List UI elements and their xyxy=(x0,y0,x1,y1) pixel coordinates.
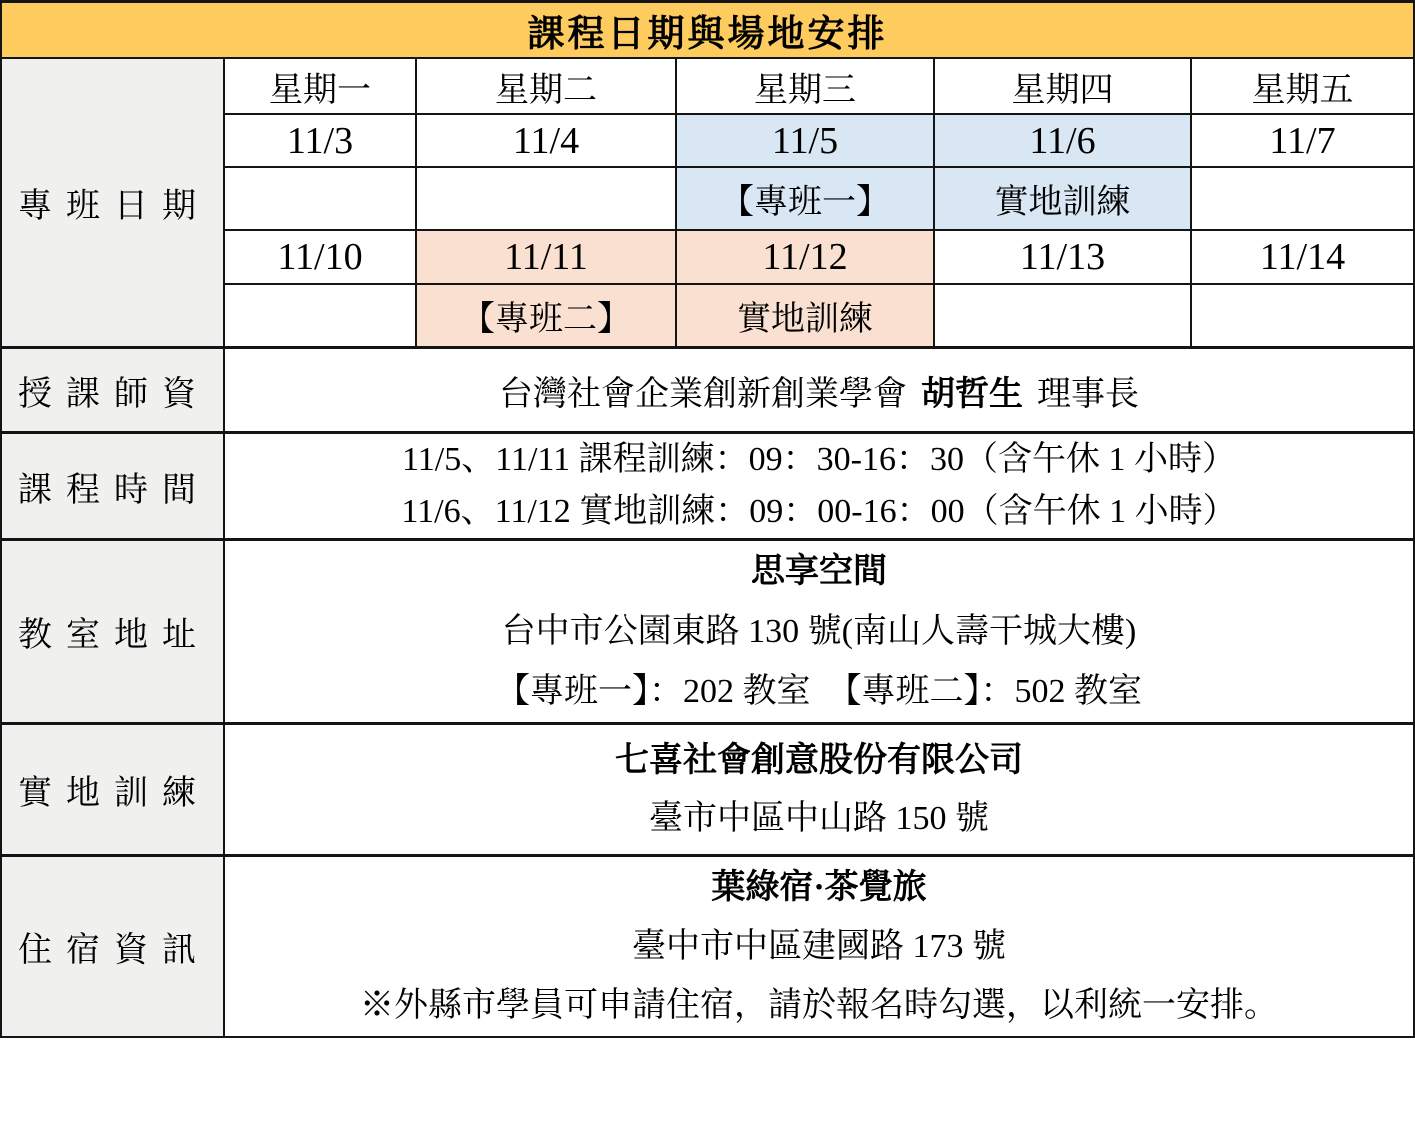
field-training-content xyxy=(225,725,1413,854)
event-cell-empty xyxy=(1190,283,1413,346)
course-time-line2: 11/6、11/12 實地訓練：09：00-16：00（含午休 1 小時） xyxy=(401,493,1237,530)
event-cell-empty xyxy=(225,283,415,346)
instructor-content xyxy=(225,349,1413,431)
row-label-schedule: 專班日期 xyxy=(2,59,225,346)
event-cell-empty xyxy=(225,166,415,229)
classroom-content xyxy=(225,541,1413,722)
row-label-classroom: 教室地址 xyxy=(2,541,225,722)
schedule-section xyxy=(2,59,1413,346)
lodging-hotel-name: 葉綠宿·茶覺旅 xyxy=(711,869,927,906)
event-cell-empty xyxy=(933,283,1190,346)
weekday-header-cell: 星期一 xyxy=(225,59,415,113)
course-time-section xyxy=(2,431,1413,538)
course-time-line1: 11/5、11/11 課程訓練：09：30-16：30（含午休 1 小時） xyxy=(402,441,1236,478)
instructor-title: 理事長 xyxy=(1037,375,1139,413)
weekday-header-cell: 星期四 xyxy=(933,59,1190,113)
date-cell: 11/4 xyxy=(415,113,675,166)
course-time-content xyxy=(225,434,1413,538)
schedule-grid xyxy=(225,59,1413,346)
field-training-address: 臺市中區中山路 150 號 xyxy=(649,799,989,837)
weekday-header-cell: 星期三 xyxy=(675,59,933,113)
row-label-lodging: 住宿資訊 xyxy=(2,857,225,1036)
row-label-field-training: 實地訓練 xyxy=(2,725,225,854)
lodging-section xyxy=(2,854,1413,1036)
classroom-address: 台中市公園東路 130 號(南山人壽干城大樓) xyxy=(501,612,1137,650)
lodging-content xyxy=(225,857,1413,1036)
classroom-venue-name: 思享空間 xyxy=(751,552,887,590)
instructor-name: 胡哲生 xyxy=(921,375,1023,413)
date-cell: 11/14 xyxy=(1190,229,1413,283)
field-training-section xyxy=(2,722,1413,854)
weekday-header-cell: 星期五 xyxy=(1190,59,1413,113)
date-cell-highlight-peach: 11/11 xyxy=(415,229,675,283)
event-cell-field-training: 實地訓練 xyxy=(933,166,1190,229)
field-training-company: 七喜社會創意股份有限公司 xyxy=(615,741,1023,779)
date-cell: 11/3 xyxy=(225,113,415,166)
event-cell-class2: 【專班二】 xyxy=(415,283,675,346)
date-cell-highlight-peach: 11/12 xyxy=(675,229,933,283)
table-title-bar xyxy=(2,3,1413,59)
date-cell: 11/13 xyxy=(933,229,1190,283)
event-cell-field-training: 實地訓練 xyxy=(675,283,933,346)
event-cell-class1: 【專班一】 xyxy=(675,166,933,229)
event-cell-empty xyxy=(415,166,675,229)
table-title: 課程日期與場地安排 xyxy=(527,14,888,55)
lodging-note: ※外縣市學員可申請住宿，請於報名時勾選，以利統一安排。 xyxy=(360,987,1278,1024)
event-cell-empty xyxy=(1190,166,1413,229)
date-cell: 11/7 xyxy=(1190,113,1413,166)
row-label-course-time: 課程時間 xyxy=(2,434,225,538)
instructor-org: 台灣社會企業創新創業學會 xyxy=(499,375,907,413)
classroom-section xyxy=(2,538,1413,722)
row-label-instructor: 授課師資 xyxy=(2,349,225,431)
date-cell-highlight-blue: 11/6 xyxy=(933,113,1190,166)
lodging-address: 臺中市中區建國路 173 號 xyxy=(632,928,1006,965)
instructor-line xyxy=(499,366,1139,415)
weekday-header-cell: 星期二 xyxy=(415,59,675,113)
date-cell-highlight-blue: 11/5 xyxy=(675,113,933,166)
instructor-section xyxy=(2,346,1413,431)
classroom-rooms: 【專班一】：202 教室 【專班二】：502 教室 xyxy=(496,672,1142,710)
date-cell: 11/10 xyxy=(225,229,415,283)
